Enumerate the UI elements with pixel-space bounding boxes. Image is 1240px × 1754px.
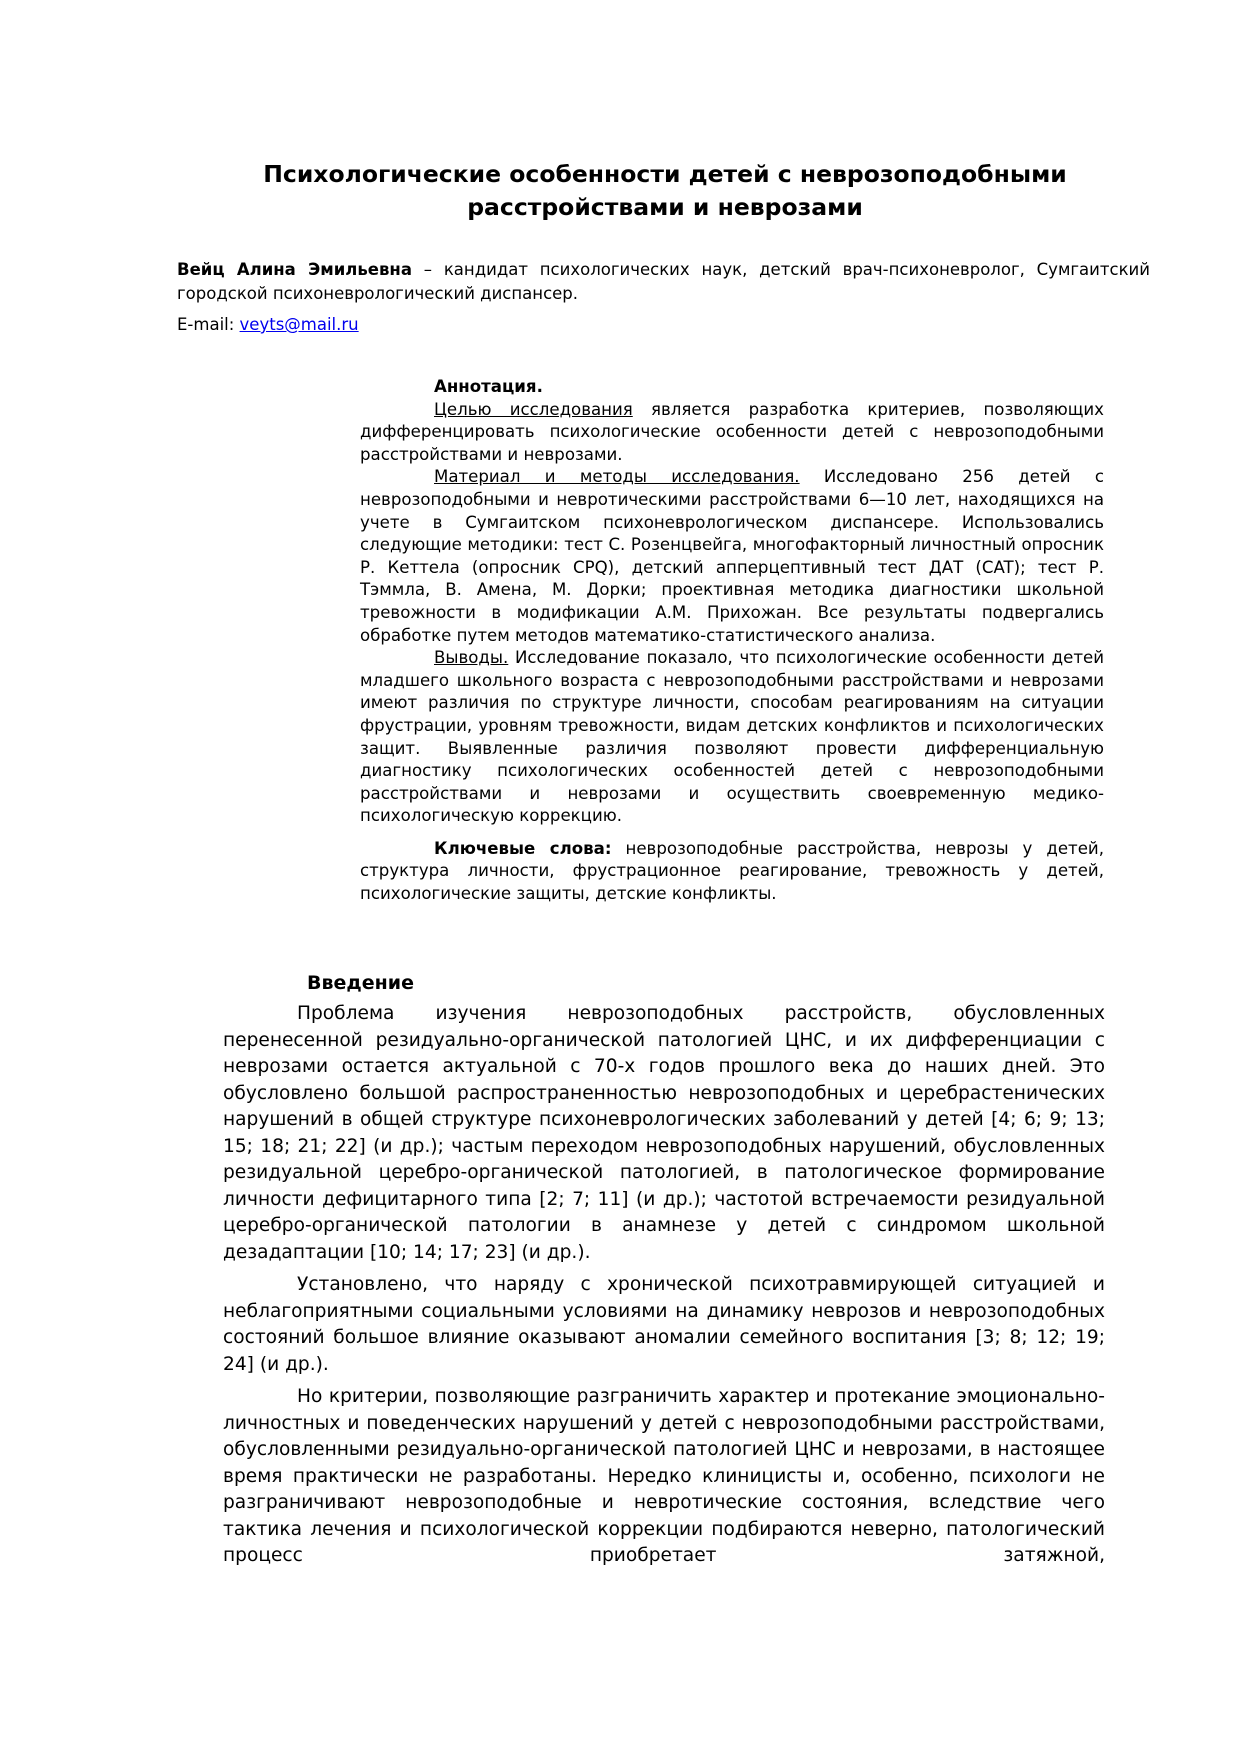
- author-description: – кандидат психологических наук, детский врач-психоневролог, Сумгаитский городской психоневрологический диспансер.: [177, 260, 1150, 303]
- introduction-heading: Введение: [307, 972, 414, 994]
- body-paragraph: Но критерии, позволяющие разграничить характер и протекание эмоционально-личностных и поведенческих нарушений у детей с неврозоподобными расстройствами, обусловленными резидуально-органической патологией ЦНС и неврозами, в настоящее время практически не разработаны. Нередко клиницисты и, особенно, психологи не разграничивают неврозоподобные и невротические состояния, вследствие чего тактика лечения и психологической коррекции подбираются неверно, патологический процесс приобретает затяжной,: [223, 1386, 1105, 1566]
- methods-text: Исследовано 256 детей с неврозоподобными и невротическими расстройствами 6—10 лет, находящихся на учете в Сумгаитском психоневрологическом диспансере. Использовались следующие методики: тест С. Розенцвейга, многофакторный личностный опросник Р. Кеттела (опросник CPQ), детский апперцептивный тест ДАТ (CAT); тест Р. Тэммла, В. Амена, М. Дорки; проективная методика диагностики школьной тревожности в модификации А.М. Прихожан. Все результаты подвергались обработке путем методов математико-статистического анализа.: [360, 467, 1104, 645]
- author-name: Вейц Алина Эмильевна: [177, 260, 412, 279]
- keywords-text: неврозоподобные расстройства, неврозы у детей, структура личности, фрустрационное реагирование, тревожность у детей, психологические защиты, детские конфликты.: [360, 838, 1104, 904]
- abstract-heading-text: Аннотация.: [434, 377, 543, 396]
- abstract-aim: [360, 399, 1104, 467]
- author-email: [177, 313, 359, 337]
- title-line-2: расстройствами и неврозами: [467, 193, 863, 221]
- article-title: [200, 158, 1130, 224]
- body-paragraph: Проблема изучения неврозоподобных расстройств, обусловленных перенесенной резидуально-органической патологией ЦНС, и их дифференциации с неврозами остается актуальной с 70-х годов прошлого века до наших дней. Это обусловлено большой распространенностью неврозоподобных и церебрастенических нарушений в общей структуре психоневрологических заболеваний у детей [4; 6; 9; 13; 15; 18; 21; 22] (и др.); частым переходом неврозоподобных нарушений, обусловленных резидуальной церебро-органической патологией, в патологическое формирование личности дефицитарного типа [2; 7; 11] (и др.); частотой встречаемости резидуальной церебро-органической патологии в анамнезе у детей с синдромом школьной дезадаптации [10; 14; 17; 23] (и др.).: [223, 1003, 1105, 1263]
- email-label: E-mail:: [177, 315, 240, 334]
- body-paragraph: Установлено, что наряду с хронической психотравмирующей ситуацией и неблагоприятными социальными условиями на динамику неврозов и неврозоподобных состояний большое влияние оказывают аномалии семейного воспитания [3; 8; 12; 19; 24] (и др.).: [223, 1274, 1105, 1375]
- conclusions-label: Выводы.: [434, 648, 509, 668]
- email-link[interactable]: veyts@mail.ru: [239, 315, 359, 334]
- keywords-label: Ключевые слова:: [434, 838, 612, 858]
- abstract-keywords: [360, 838, 1104, 906]
- introduction-body: [223, 1001, 1105, 1576]
- abstract-methods: [360, 466, 1104, 647]
- conclusions-text: Исследование показало, что психологические особенности детей младшего школьного возраста с неврозоподобными расстройствами и неврозами имеют различия по структуре личности, способам реагированиям на ситуации фрустрации, уровням тревожности, видам детских конфликтов и психологических защит. Выявленные различия позволяют провести дифференциальную диагностику психологических особенностей детей с неврозоподобными расстройствами и неврозами и осуществить своевременную медико-психологическую коррекцию.: [360, 648, 1104, 826]
- title-line-1: Психологические особенности детей с неврозоподобными: [263, 160, 1067, 188]
- abstract-heading: [360, 376, 1104, 399]
- methods-label: Материал и методы исследования.: [434, 467, 800, 487]
- author-info: [177, 258, 1150, 306]
- abstract: [360, 376, 1104, 906]
- abstract-conclusions: [360, 647, 1104, 828]
- aim-text: является разработка критериев, позволяющих дифференцировать психологические особенности детей с неврозоподобными расстройствами и неврозами.: [360, 399, 1104, 464]
- aim-label: Целью исследования: [434, 399, 633, 419]
